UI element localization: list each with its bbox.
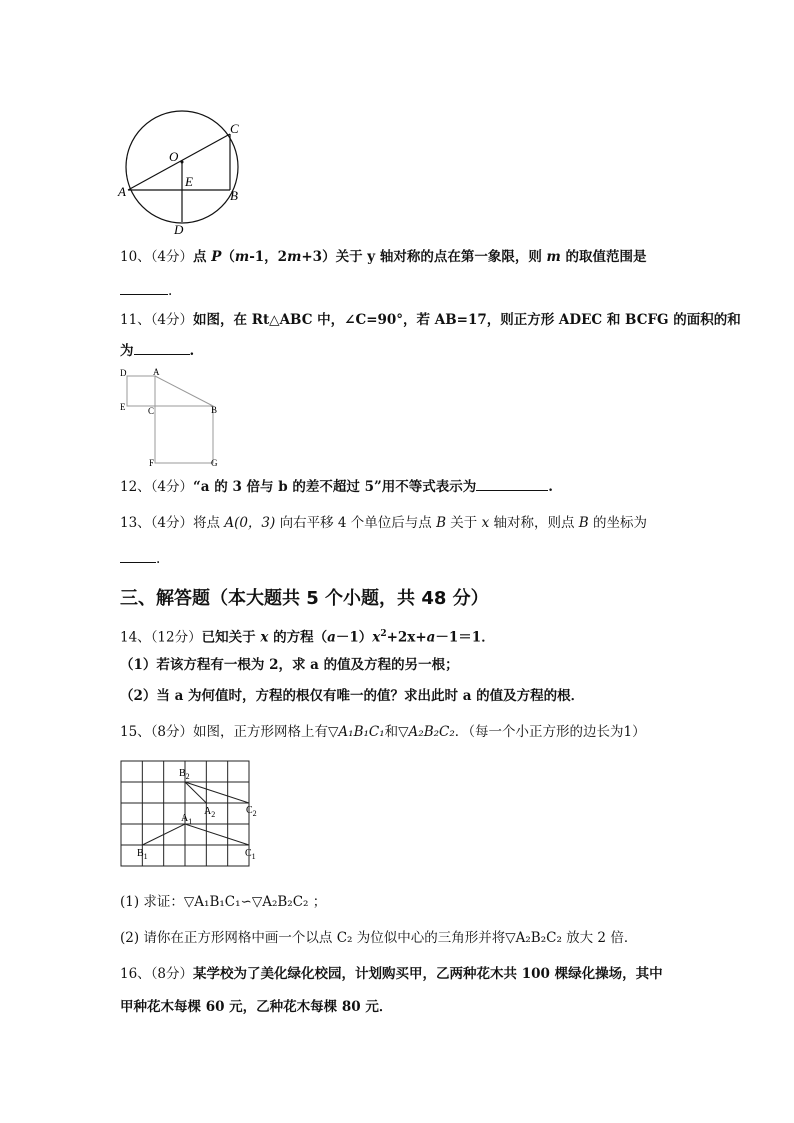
answer-blank-13[interactable]: . (120, 549, 160, 569)
question-11: 11、（4分）如图，在 Rt△ABC 中，∠C=90°，若 AB=17，则正方形 ADEC 和 BCFG 的面积的和 (120, 312, 741, 328)
answer-blank-11[interactable] (134, 342, 190, 355)
question-15-part-1: (1) 求证：▽A₁B₁C₁∽▽A₂B₂C₂ ； (120, 894, 327, 910)
hypotenuse-ab (155, 376, 213, 406)
circle-figure (110, 110, 260, 235)
answer-blank-10[interactable]: . (120, 281, 172, 301)
question-14-part-1: （1）若该方程有一根为 2，求 a 的值及方程的另一根； (120, 657, 459, 673)
triangle-a1b1c1 (142, 824, 249, 845)
question-11-line2: 为 . (120, 343, 195, 359)
question-14-part-2: （2）当 a 为何值时，方程的根仅有唯一的值？求出此时 a 的值及方程的根． (120, 688, 585, 704)
question-15: 15、（8分）如图，正方形网格上有▽A₁B₁C₁和▽A₂B₂C₂．（每一个小正方形的边长为1） (120, 724, 646, 740)
chord-ac (128, 134, 230, 190)
square-bcfg (155, 406, 213, 463)
triangle-a2b2c2 (185, 782, 249, 803)
square-adec (127, 376, 155, 406)
label-o: O (169, 149, 179, 164)
question-16: 16、（8分）某学校为了美化绿化校园，计划购买甲，乙两种花木共 100 棵绿化操场，其中 (120, 966, 663, 982)
squares-figure (118, 362, 228, 470)
label-b: B (211, 405, 218, 415)
label-c1: $C_1$ (245, 848, 256, 861)
grid-figure (118, 758, 268, 870)
label-d: D (174, 222, 184, 235)
label-g: G (211, 458, 218, 468)
label-c: C (148, 406, 155, 416)
section-3-title: 三、解答题（本大题共 5 个小题，共 48 分） (120, 588, 489, 609)
question-13: 13、（4分）将点 A(0，3) 向右平移 4 个单位后与点 B 关于 x 轴对称，则点 B 的坐标为 (120, 515, 648, 531)
label-a2: $A_2$ (204, 806, 216, 819)
label-b1: $B_1$ (137, 848, 148, 861)
label-e: E (185, 174, 193, 189)
answer-blank-12[interactable] (476, 478, 548, 491)
center-dot (181, 161, 184, 164)
question-15-part-2: (2) 请你在正方形网格中画一个以点 C₂ 为位似中心的三角形并将▽A₂B₂C₂ 放大 2 倍． (120, 930, 638, 946)
question-12: 12、（4分）“a 的 3 倍与 b 的差不超过 5”用不等式表示为 . (120, 479, 553, 495)
label-b: B (230, 188, 238, 203)
label-b2: $B_2$ (179, 768, 190, 781)
label-c2: $C_2$ (246, 805, 257, 818)
label-d: D (120, 368, 127, 378)
question-16-line2: 甲种花木每棵 60 元，乙种花木每棵 80 元． (120, 999, 393, 1015)
label-a: A (118, 184, 126, 199)
label-f: F (149, 458, 155, 468)
label-a1: $A_1$ (181, 813, 193, 826)
label-e: E (120, 402, 126, 412)
question-10: 10、（4分）点 P（m-1，2m+3）关于 y 轴对称的点在第一象限，则 m 的取值范围是 (120, 249, 647, 265)
label-a: A (153, 367, 160, 377)
question-14: 14、（12分）已知关于 x 的方程$(a-1)x^2+2x+a-1=1$． (120, 629, 495, 646)
label-c: C (230, 121, 239, 136)
